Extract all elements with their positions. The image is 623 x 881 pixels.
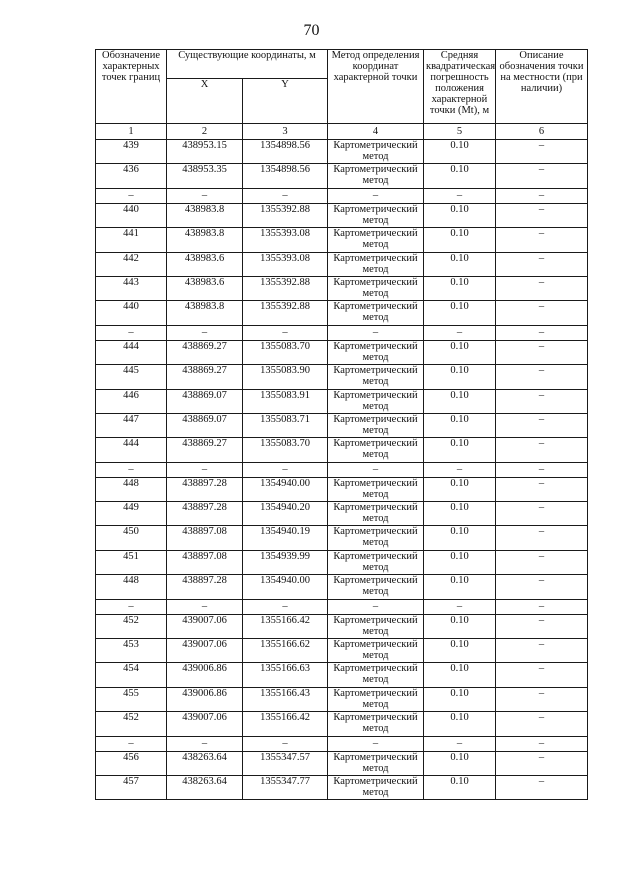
table-row (96, 301, 588, 325)
point-cell: 453 (96, 639, 167, 663)
table-row (96, 389, 588, 413)
y-cell: 1355392.88 (243, 301, 328, 325)
method-cell: Картометрический метод (328, 389, 424, 413)
point-cell: 452 (96, 614, 167, 638)
table-row (96, 687, 588, 711)
dash-cell: – (424, 736, 496, 751)
accuracy-cell: 0.10 (424, 614, 496, 638)
dash-cell: – (496, 462, 588, 477)
point-cell: 445 (96, 365, 167, 389)
description-cell: – (496, 477, 588, 501)
dash-cell: – (328, 736, 424, 751)
x-cell: 438869.27 (167, 438, 243, 462)
dash-cell: – (243, 188, 328, 203)
point-cell: 446 (96, 389, 167, 413)
description-cell: – (496, 340, 588, 364)
description-cell: – (496, 614, 588, 638)
table-row (96, 477, 588, 501)
column-number: 2 (167, 124, 243, 140)
table-row (96, 663, 588, 687)
method-cell: Картометрический метод (328, 663, 424, 687)
column-numbers-row (96, 124, 588, 140)
table-row (96, 502, 588, 526)
dash-cell: – (328, 462, 424, 477)
y-cell: 1355166.42 (243, 614, 328, 638)
accuracy-cell: 0.10 (424, 301, 496, 325)
table-body (96, 140, 588, 800)
column-number: 5 (424, 124, 496, 140)
dash-cell: – (96, 325, 167, 340)
x-cell: 438869.27 (167, 340, 243, 364)
point-cell: 448 (96, 575, 167, 599)
accuracy-cell: 0.10 (424, 413, 496, 437)
table-row (96, 252, 588, 276)
header-existing-coordinates: Существующие координаты, м (167, 50, 328, 79)
dash-cell: – (424, 462, 496, 477)
description-cell: – (496, 751, 588, 775)
point-cell: 457 (96, 775, 167, 799)
table-row (96, 639, 588, 663)
separator-row (96, 599, 588, 614)
dash-cell: – (328, 599, 424, 614)
point-cell: 444 (96, 438, 167, 462)
x-cell: 438897.08 (167, 550, 243, 574)
description-cell: – (496, 228, 588, 252)
description-cell: – (496, 712, 588, 736)
accuracy-cell: 0.10 (424, 639, 496, 663)
x-cell: 438869.07 (167, 389, 243, 413)
description-cell: – (496, 438, 588, 462)
dash-cell: – (496, 599, 588, 614)
x-cell: 438983.8 (167, 203, 243, 227)
header-x: X (167, 79, 243, 124)
description-cell: – (496, 639, 588, 663)
dash-cell: – (424, 325, 496, 340)
accuracy-cell: 0.10 (424, 526, 496, 550)
description-cell: – (496, 252, 588, 276)
y-cell: 1355392.88 (243, 276, 328, 300)
point-cell: 455 (96, 687, 167, 711)
dash-cell: – (96, 599, 167, 614)
x-cell: 439007.06 (167, 639, 243, 663)
point-cell: 452 (96, 712, 167, 736)
dash-cell: – (167, 599, 243, 614)
accuracy-cell: 0.10 (424, 276, 496, 300)
description-cell: – (496, 276, 588, 300)
accuracy-cell: 0.10 (424, 140, 496, 164)
point-cell: 451 (96, 550, 167, 574)
point-cell: 441 (96, 228, 167, 252)
table-row (96, 203, 588, 227)
table-row (96, 140, 588, 164)
accuracy-cell: 0.10 (424, 575, 496, 599)
point-cell: 448 (96, 477, 167, 501)
method-cell: Картометрический метод (328, 526, 424, 550)
x-cell: 438897.28 (167, 502, 243, 526)
x-cell: 438897.28 (167, 477, 243, 501)
y-cell: 1354940.00 (243, 575, 328, 599)
description-cell: – (496, 502, 588, 526)
description-cell: – (496, 389, 588, 413)
y-cell: 1354940.00 (243, 477, 328, 501)
column-number: 6 (496, 124, 588, 140)
dash-cell: – (243, 599, 328, 614)
separator-row (96, 462, 588, 477)
accuracy-cell: 0.10 (424, 775, 496, 799)
dash-cell: – (167, 462, 243, 477)
dash-cell: – (96, 462, 167, 477)
table-row (96, 575, 588, 599)
x-cell: 438953.35 (167, 164, 243, 188)
dash-cell: – (243, 325, 328, 340)
y-cell: 1355083.91 (243, 389, 328, 413)
header-method: Метод определения координат характерной точки (328, 50, 424, 124)
method-cell: Картометрический метод (328, 340, 424, 364)
x-cell: 438953.15 (167, 140, 243, 164)
boundary-points-table (95, 49, 588, 800)
x-cell: 438897.08 (167, 526, 243, 550)
method-cell: Картометрический метод (328, 228, 424, 252)
dash-cell: – (424, 599, 496, 614)
table-row (96, 340, 588, 364)
description-cell: – (496, 550, 588, 574)
method-cell: Картометрический метод (328, 477, 424, 501)
column-number: 3 (243, 124, 328, 140)
method-cell: Картометрический метод (328, 502, 424, 526)
dash-cell: – (328, 325, 424, 340)
x-cell: 438869.27 (167, 365, 243, 389)
column-number: 1 (96, 124, 167, 140)
x-cell: 438983.6 (167, 252, 243, 276)
header-point-designation: Обозначение характерных точек границ (96, 50, 167, 124)
header-description: Описание обозначения точки на местности (при наличии) (496, 50, 588, 124)
method-cell: Картометрический метод (328, 203, 424, 227)
y-cell: 1355083.70 (243, 438, 328, 462)
method-cell: Картометрический метод (328, 687, 424, 711)
description-cell: – (496, 203, 588, 227)
accuracy-cell: 0.10 (424, 340, 496, 364)
accuracy-cell: 0.10 (424, 365, 496, 389)
y-cell: 1355166.63 (243, 663, 328, 687)
dash-cell: – (328, 188, 424, 203)
method-cell: Картометрический метод (328, 438, 424, 462)
x-cell: 439006.86 (167, 663, 243, 687)
header-y: Y (243, 79, 328, 124)
dash-cell: – (243, 736, 328, 751)
table-row (96, 712, 588, 736)
table-header (96, 50, 588, 140)
method-cell: Картометрический метод (328, 575, 424, 599)
y-cell: 1354940.20 (243, 502, 328, 526)
y-cell: 1355393.08 (243, 228, 328, 252)
y-cell: 1355392.88 (243, 203, 328, 227)
method-cell: Картометрический метод (328, 614, 424, 638)
y-cell: 1355166.42 (243, 712, 328, 736)
dash-cell: – (496, 188, 588, 203)
method-cell: Картометрический метод (328, 550, 424, 574)
separator-row (96, 188, 588, 203)
accuracy-cell: 0.10 (424, 502, 496, 526)
y-cell: 1354940.19 (243, 526, 328, 550)
method-cell: Картометрический метод (328, 164, 424, 188)
method-cell: Картометрический метод (328, 301, 424, 325)
accuracy-cell: 0.10 (424, 477, 496, 501)
table-row (96, 751, 588, 775)
table-row (96, 775, 588, 799)
accuracy-cell: 0.10 (424, 687, 496, 711)
point-cell: 436 (96, 164, 167, 188)
method-cell: Картометрический метод (328, 252, 424, 276)
table-row (96, 614, 588, 638)
method-cell: Картометрический метод (328, 639, 424, 663)
method-cell: Картометрический метод (328, 775, 424, 799)
description-cell: – (496, 164, 588, 188)
y-cell: 1354939.99 (243, 550, 328, 574)
y-cell: 1355393.08 (243, 252, 328, 276)
point-cell: 442 (96, 252, 167, 276)
method-cell: Картометрический метод (328, 365, 424, 389)
dash-cell: – (167, 736, 243, 751)
point-cell: 450 (96, 526, 167, 550)
x-cell: 438897.28 (167, 575, 243, 599)
accuracy-cell: 0.10 (424, 164, 496, 188)
point-cell: 447 (96, 413, 167, 437)
point-cell: 440 (96, 203, 167, 227)
description-cell: – (496, 413, 588, 437)
table-row (96, 413, 588, 437)
dash-cell: – (243, 462, 328, 477)
dash-cell: – (167, 188, 243, 203)
accuracy-cell: 0.10 (424, 751, 496, 775)
accuracy-cell: 0.10 (424, 203, 496, 227)
description-cell: – (496, 775, 588, 799)
dash-cell: – (496, 325, 588, 340)
description-cell: – (496, 663, 588, 687)
method-cell: Картометрический метод (328, 276, 424, 300)
x-cell: 438983.8 (167, 228, 243, 252)
table-row (96, 365, 588, 389)
table-row (96, 164, 588, 188)
point-cell: 454 (96, 663, 167, 687)
dash-cell: – (496, 736, 588, 751)
y-cell: 1355347.57 (243, 751, 328, 775)
accuracy-cell: 0.10 (424, 550, 496, 574)
accuracy-cell: 0.10 (424, 663, 496, 687)
accuracy-cell: 0.10 (424, 228, 496, 252)
x-cell: 438263.64 (167, 775, 243, 799)
point-cell: 456 (96, 751, 167, 775)
separator-row (96, 736, 588, 751)
method-cell: Картометрический метод (328, 140, 424, 164)
y-cell: 1354898.56 (243, 164, 328, 188)
x-cell: 439006.86 (167, 687, 243, 711)
y-cell: 1355083.90 (243, 365, 328, 389)
table-row (96, 526, 588, 550)
x-cell: 438983.8 (167, 301, 243, 325)
table-row (96, 550, 588, 574)
description-cell: – (496, 526, 588, 550)
description-cell: – (496, 687, 588, 711)
description-cell: – (496, 301, 588, 325)
x-cell: 438983.6 (167, 276, 243, 300)
accuracy-cell: 0.10 (424, 389, 496, 413)
accuracy-cell: 0.10 (424, 252, 496, 276)
table-row (96, 276, 588, 300)
point-cell: 444 (96, 340, 167, 364)
x-cell: 438869.07 (167, 413, 243, 437)
table-row (96, 228, 588, 252)
x-cell: 438263.64 (167, 751, 243, 775)
y-cell: 1355166.43 (243, 687, 328, 711)
y-cell: 1355083.70 (243, 340, 328, 364)
separator-row (96, 325, 588, 340)
accuracy-cell: 0.10 (424, 438, 496, 462)
dash-cell: – (424, 188, 496, 203)
point-cell: 439 (96, 140, 167, 164)
y-cell: 1354898.56 (243, 140, 328, 164)
description-cell: – (496, 365, 588, 389)
description-cell: – (496, 140, 588, 164)
header-accuracy: Средняя квадратическая погрешность положения характерной точки (Mt), м (424, 50, 496, 124)
y-cell: 1355083.71 (243, 413, 328, 437)
y-cell: 1355347.77 (243, 775, 328, 799)
accuracy-cell: 0.10 (424, 712, 496, 736)
column-number: 4 (328, 124, 424, 140)
description-cell: – (496, 575, 588, 599)
y-cell: 1355166.62 (243, 639, 328, 663)
point-cell: 449 (96, 502, 167, 526)
table-row (96, 438, 588, 462)
method-cell: Картометрический метод (328, 751, 424, 775)
x-cell: 439007.06 (167, 712, 243, 736)
dash-cell: – (96, 188, 167, 203)
point-cell: 443 (96, 276, 167, 300)
page-number: 70 (303, 22, 320, 39)
x-cell: 439007.06 (167, 614, 243, 638)
method-cell: Картометрический метод (328, 413, 424, 437)
method-cell: Картометрический метод (328, 712, 424, 736)
dash-cell: – (167, 325, 243, 340)
dash-cell: – (96, 736, 167, 751)
point-cell: 440 (96, 301, 167, 325)
